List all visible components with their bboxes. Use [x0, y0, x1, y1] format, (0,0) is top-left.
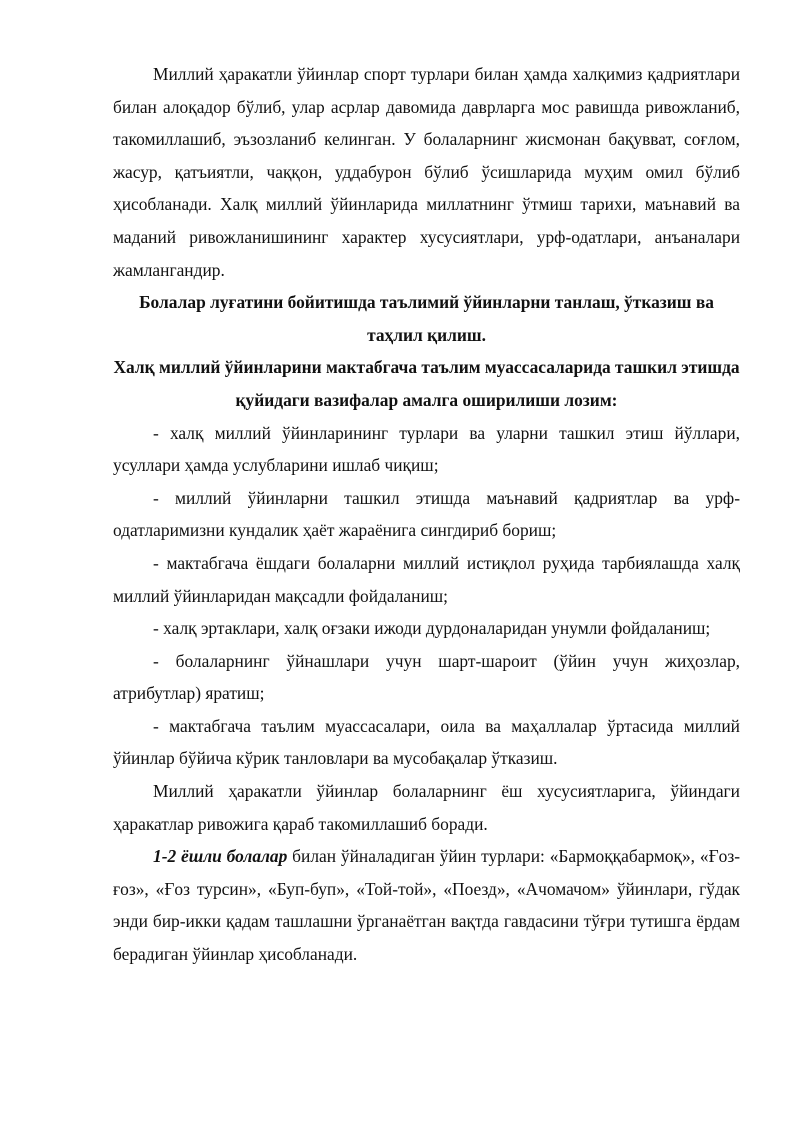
tasks-list — [113, 417, 740, 776]
age-games-text: билан ўйналадиган ўйин турлари: «Бармоққабармоқ», «Ғоз-ғоз», «Ғоз турсин», «Буп-буп», «Той-той», «Поезд», «Ачомачом» ўйинлари, гўдак энди бир-икки қадам ташлашни ўрганаётган вақтда гавдасини тўғри тутишга ёрдам берадиган ўйинлар ҳисобланади. — [113, 846, 740, 965]
list-item: - халқ миллий ўйинларининг турлари ва уларни ташкил этиш йўллари, усуллари ҳамда услубларини ишлаб чиқиш; — [113, 422, 740, 476]
list-item: - халқ эртаклари, халқ оғзаки ижоди дурдоналаридан унумли фойдаланиш; — [153, 618, 711, 639]
age-group-emphasis: 1-2 ёшли болалар — [153, 846, 288, 867]
section-heading: Болалар луғатини бойитишда таълимий ўйинларни танлаш, ўтказиш ва таҳлил қилиш. — [139, 292, 714, 345]
tasks-heading: Халқ миллий ўйинларини мактабгача таълим муассасаларида ташкил этишда қуйидаги вазифалар амалга оширилиши лозим: — [113, 357, 740, 410]
list-item: - миллий ўйинларни ташкил этишда маънавий қадриятлар ва урф-одатларимизни кундалик ҳаёт жараёнига сингдириб бориш; — [113, 487, 740, 541]
list-item: - болаларнинг ўйнашлари учун шарт-шароит (ўйин учун жиҳозлар, атрибутлар) яратиш; — [113, 650, 740, 704]
list-item: - мактабгача ёшдаги болаларни миллий истиқлол руҳида тарбиялашда халқ миллий ўйинларидан мақсадли фойдаланиш; — [113, 552, 740, 606]
age-games-paragraph — [113, 840, 740, 970]
intro-paragraph: Миллий ҳаракатли ўйинлар спорт турлари билан ҳамда халқимиз қадриятлари билан алоқадор бўлиб, улар асрлар давомида даврларга мос равишда ривожланиб, такомиллашиб, эъзозланиб келинган. У болаларнинг жисмонан бақувват, соғлом, жасур, қатъиятли, чаққон, уддабурон бўлиб ўсишларида муҳим омил бўлиб ҳисобланади. Халқ миллий ўйинларида миллатнинг ўтмиш тарихи, маънавий ва маданий ривожланишининг характер хусусиятлари, урф-одатлари, анъаналари жамлангандир. — [113, 64, 740, 280]
list-item: - мактабгача таълим муассасалари, оила ва маҳаллалар ўртасида миллий ўйинлар бўйича кўрик танловлари ва мусобақалар ўтказиш. — [113, 715, 740, 769]
development-paragraph: Миллий ҳаракатли ўйинлар болаларнинг ёш хусусиятларига, ўйиндаги ҳаракатлар ривожига қараб такомиллашиб боради. — [113, 781, 740, 834]
document-page — [113, 58, 740, 971]
